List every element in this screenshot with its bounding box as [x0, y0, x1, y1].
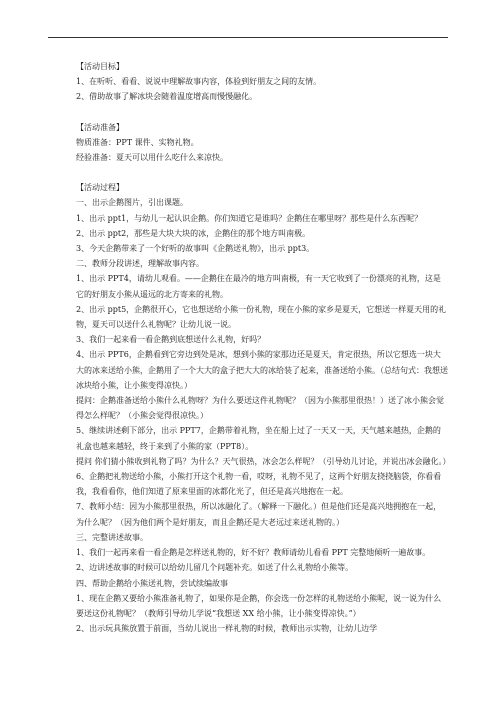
process-paragraph: 4、出示 PPT6，企鹅看到它旁边到处是冰，想到小熊的家那边还是夏天，肯定很热，所以它想选一块大大的冰来送给小熊，企鹅用了一个大大的盒子把大大的冰给装了起来，准备送给小熊。（总结句式：我想送冰块给小熊，让小熊变得凉快。） — [76, 350, 448, 390]
process-paragraph: 3、我们一起来看一看企鹅到底想送什么礼物，好吗？ — [76, 335, 266, 345]
process-paragraph: 1、现在企鹅又要给小熊准备礼物了，如果你是企鹅，你会选一份怎样的礼物送给小熊呢，说一说为什么要送这份礼物呢？（教师引导幼儿学说“我想送 XX 给小熊，让小熊变得凉快。”） — [76, 593, 442, 618]
process-paragraph: 2、出示玩具熊放置于前面，当幼儿说出一样礼物的时候，教师出示实物，让幼儿边学 — [76, 624, 378, 634]
process-paragraph: 2、出示 ppt2，那些是大块大块的冰，企鹅住的那个地方叫南极。 — [76, 228, 311, 238]
process-paragraph: 四、帮助企鹅给小熊送礼物，尝试续编故事 — [76, 578, 228, 588]
process-paragraph: 1、出示 ppt1，与幼儿一起认识企鹅。你们知道它是谁吗？企鹅住在哪里呀？那些是什么东西呢？ — [76, 213, 423, 223]
goal-item: 2、借助故事了解冰块会随着温度增高而慢慢融化。 — [76, 92, 258, 102]
process-paragraph: 提问：企鹅准备送给小熊什么礼物呀？为什么要送这件礼物呢？（因为小熊那里很热！）送了冰小熊会觉得怎么样呢？（小熊会觉得很凉快。） — [76, 396, 444, 421]
goal-item: 1、在听听、看看、说说中理解故事内容，体验到好朋友之间的友情。 — [76, 77, 322, 87]
process-paragraph: 1、我们一起再来看一看企鹅是怎样送礼物的，好不好？教师请幼儿看看 PPT 完整地倾听一遍故事。 — [76, 548, 431, 558]
process-paragraph: 6、企鹅把礼物送给小熊，小熊打开这个礼物一看，哎呀，礼物不见了，这两个好朋友挠挠脑袋，你看看我，我看看你，他们知道了原来里面的冰都化光了，但还是高兴地抱在一起。 — [76, 472, 442, 497]
process-paragraph: 一、出示企鹅图片，引出课题。 — [76, 198, 188, 208]
process-paragraph: 5、继续讲述剩下部分，出示 PPT7，企鹅带着礼物，坐在船上过了一天又一天，天气越来越热，企鹅的礼盒也越来越轻，终于来到了小熊的家（PPT8）。 — [76, 426, 441, 451]
document-body — [76, 59, 451, 636]
process-paragraph: 7、教师小结：因为小熊那里很热，所以冰融化了。（解释一下融化。）但是他们还是高兴地拥抱在一起，为什么呢？（因为他们两个是好朋友，而且企鹅还是大老远过来送礼物的。） — [76, 502, 442, 527]
process-paragraph: 2、出示 ppt5，企鹅很开心，它也想送给小熊一份礼物，现在小熊的家乡是夏天，它想送一样夏天用的礼物，夏天可以送什么礼物呢？让幼儿说一说。 — [76, 304, 447, 330]
process-paragraph: 3、今天企鹅带来了一个好听的故事叫《企鹅送礼物》，出示 ppt3。 — [76, 244, 315, 254]
process-paragraph: 1、出示 PPT4，请幼儿观看。——企鹅住在最冷的地方叫南极，有一天它收到了一份漂亮的礼物，这是它的好朋友小熊从遥远的北方寄来的礼物。 — [76, 274, 441, 299]
goals-heading: 【活动目标】 — [76, 62, 124, 71]
process-heading: 【活动过程】 — [76, 183, 124, 193]
prep-item: 经验准备：夏天可以用什么吃什么来凉快。 — [76, 153, 228, 163]
header-rule — [48, 37, 448, 38]
process-paragraphs — [76, 195, 451, 636]
prep-item: 物质准备：PPT 课件、实物礼物。 — [76, 137, 199, 147]
prep-heading: 【活动准备】 — [76, 122, 124, 132]
process-paragraph: 2、边讲述故事的时候可以给幼儿留几个问题补充。如送了什么礼物给小熊等。 — [76, 563, 354, 573]
process-paragraph: 三、完整讲述故事。 — [76, 532, 148, 542]
process-paragraph: 提问 你们猜小熊收到礼物了吗？为什么？天气很热，冰会怎么样呢？（引导幼儿讨论，并说出冰会融化。） — [76, 456, 451, 466]
process-paragraph: 二、教师分段讲述，理解故事内容。 — [76, 259, 204, 269]
